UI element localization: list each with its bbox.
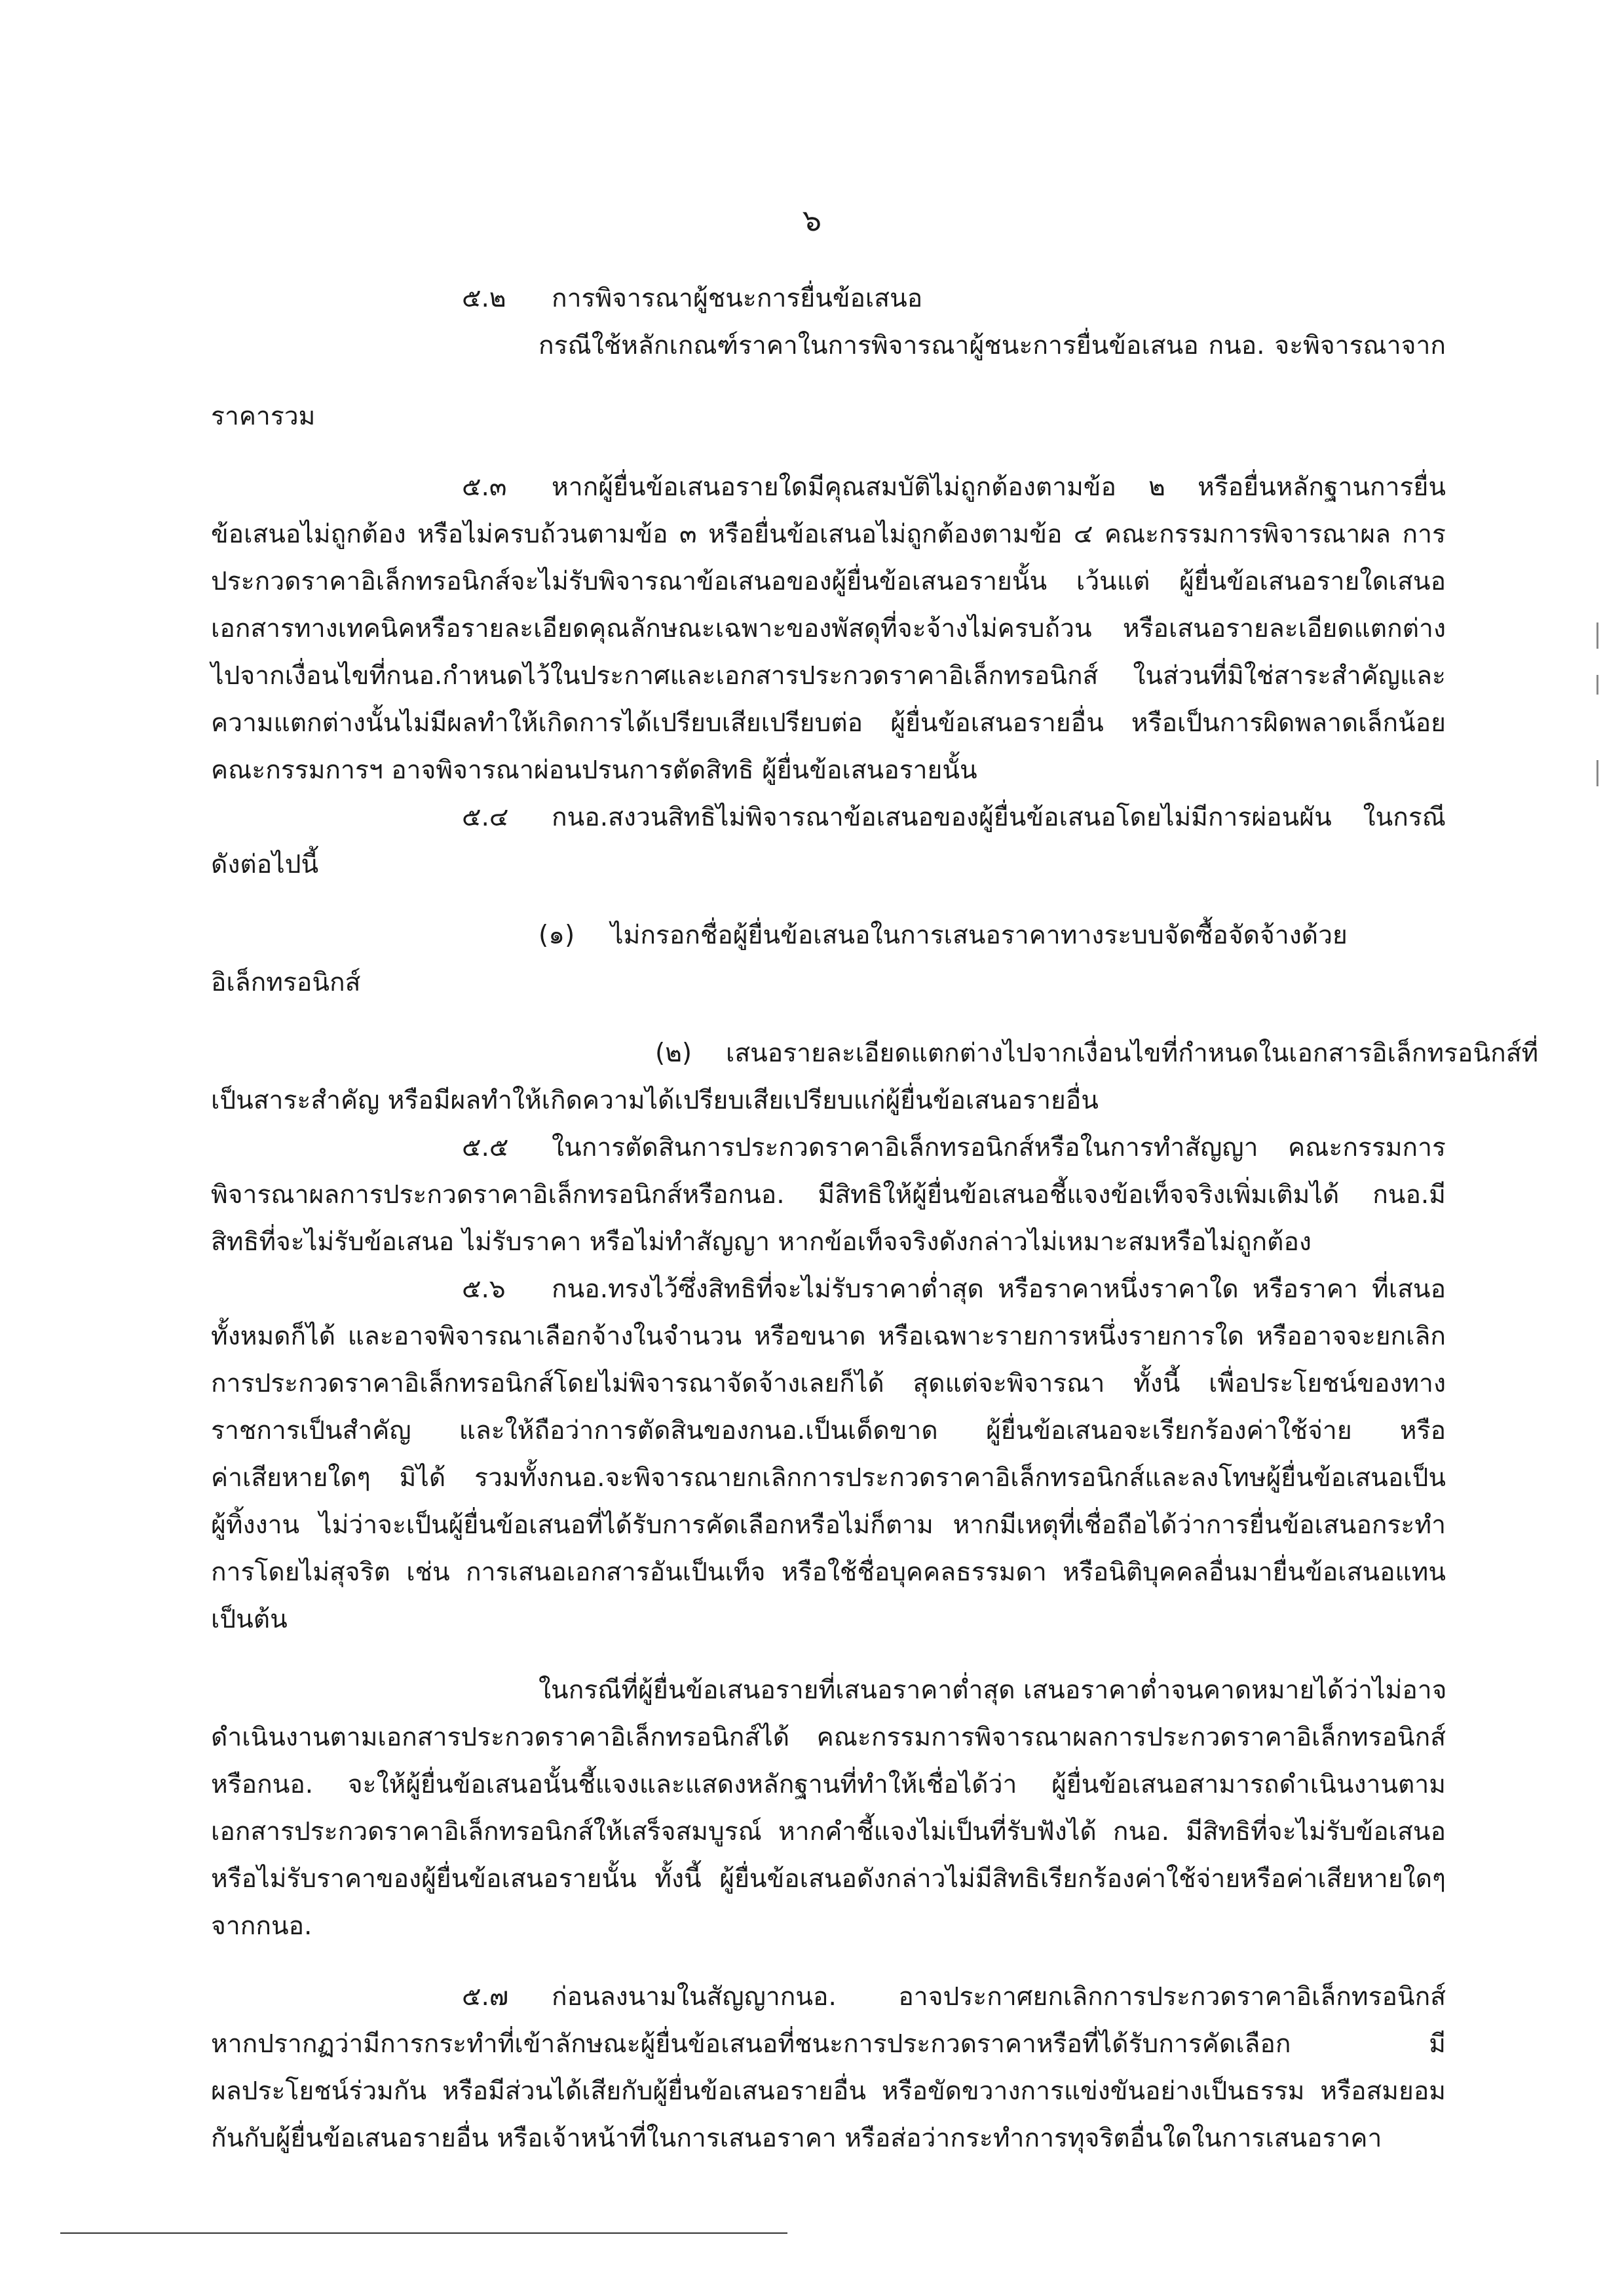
text-line: เอกสารทางเทคนิคหรือรายละเอียดคุณลักษณะเฉพาะของพัสดุที่จะจ้างไม่ครบถ้วน หรือเสนอรายละเอียดแตกต่าง xyxy=(211,614,1446,643)
section-number: ๕.๒ xyxy=(462,284,506,313)
section-title: การพิจารณาผู้ชนะการยื่นข้อเสนอ xyxy=(552,284,923,313)
text-line: กนอ.ทรงไว้ซึ่งสิทธิที่จะไม่รับราคาต่ำสุด หรือราคาหนึ่งราคาใด หรือราคา ที่เสนอ xyxy=(552,1274,1446,1304)
text-line: ในการตัดสินการประกวดราคาอิเล็กทรอนิกส์หรือในการทำสัญญา คณะกรรมการ xyxy=(552,1133,1446,1162)
text-line: จากกนอ. xyxy=(211,1911,312,1941)
section-5-5-first-line xyxy=(211,1124,1446,1172)
text-line: ประกวดราคาอิเล็กทรอนิกส์จะไม่รับพิจารณาข้อเสนอของผู้ยื่นข้อเสนอรายนั้น เว้นแต่ ผู้ยื่นข้อเสนอรายใดเสนอ xyxy=(211,567,1446,596)
section-5-7-first-line xyxy=(211,1974,1446,2021)
text-line: กรณีใช้หลักเกณฑ์ราคาในการพิจารณาผู้ชนะการยื่นข้อเสนอ กนอ. จะพิจารณาจาก xyxy=(538,331,1446,360)
text-line: ก่อนลงนามในสัญญากนอ. อาจประกาศยกเลิกการประกวดราคาอิเล็กทรอนิกส์ xyxy=(552,1982,1446,2012)
item-1-first-line xyxy=(211,912,1446,959)
scan-artifact-mark xyxy=(1596,675,1598,695)
scan-artifact-mark xyxy=(1596,622,1598,649)
text-line: ดำเนินงานตามเอกสารประกวดราคาอิเล็กทรอนิกส์ได้ คณะกรรมการพิจารณาผลการประกวดราคาอิเล็กทรอนิกส์ xyxy=(211,1723,1446,1752)
item-number: (๒) xyxy=(655,1039,692,1068)
text-line: ค่าเสียหายใดๆ มิได้ รวมทั้งกนอ.จะพิจารณายกเลิกการประกวดราคาอิเล็กทรอนิกส์และลงโทษผู้ยื่นข้อเสนอเป็น xyxy=(211,1463,1446,1493)
section-5-6-first-line xyxy=(211,1266,1446,1313)
text-line: คณะกรรมการฯ อาจพิจารณาผ่อนปรนการตัดสิทธิ ผู้ยื่นข้อเสนอรายนั้น xyxy=(211,756,977,785)
page-number: ๖ xyxy=(802,202,822,238)
text-line: พิจารณาผลการประกวดราคาอิเล็กทรอนิกส์หรือกนอ. มีสิทธิให้ผู้ยื่นข้อเสนอชี้แจงข้อเท็จจริงเพิ่มเติมได้ กนอ.มี xyxy=(211,1180,1446,1210)
section-number: ๕.๖ xyxy=(462,1274,506,1304)
text-line: หรือไม่รับราคาของผู้ยื่นข้อเสนอรายนั้น ทั้งนี้ ผู้ยื่นข้อเสนอดังกล่าวไม่มีสิทธิเรียกร้องค่าใช้จ่ายหรือค่าเสียหายใดๆ xyxy=(211,1864,1446,1894)
text-line: เป็นสาระสำคัญ หรือมีผลทำให้เกิดความได้เปรียบเสียเปรียบแก่ผู้ยื่นข้อเสนอรายอื่น xyxy=(211,1086,1099,1115)
section-5-2-heading xyxy=(211,275,1446,322)
text-line: การประกวดราคาอิเล็กทรอนิกส์โดยไม่พิจารณาจัดจ้างเลยก็ได้ สุดแต่จะพิจารณา ทั้งนี้ เพื่อประโยชน์ของทาง xyxy=(211,1369,1446,1398)
text-line: หากผู้ยื่นข้อเสนอรายใดมีคุณสมบัติไม่ถูกต้องตามข้อ ๒ หรือยื่นหลักฐานการยื่น xyxy=(552,472,1446,502)
text-line: ไม่กรอกชื่อผู้ยื่นข้อเสนอในการเสนอราคาทางระบบจัดซื้อจัดจ้างด้วย xyxy=(611,921,1348,950)
text-line: ไปจากเงื่อนไขที่กนอ.กำหนดไว้ในประกาศและเอกสารประกวดราคาอิเล็กทรอนิกส์ ในส่วนที่มิใช่สาระสำคัญและ xyxy=(211,661,1446,691)
text-line: หรือกนอ. จะให้ผู้ยื่นข้อเสนอนั้นชี้แจงและแสดงหลักฐานที่ทำให้เชื่อได้ว่า ผู้ยื่นข้อเสนอสามารถดำเนินงานตาม xyxy=(211,1770,1446,1799)
text-line: เป็นต้น xyxy=(211,1605,288,1634)
item-2-first-line xyxy=(211,1030,1539,1077)
section-5-3-first-line xyxy=(211,464,1446,511)
text-line: ราคารวม xyxy=(211,402,316,431)
document-body xyxy=(211,275,1539,2162)
item-number: (๑) xyxy=(538,921,575,950)
text-line: เสนอรายละเอียดแตกต่างไปจากเงื่อนไขที่กำหนดในเอกสารอิเล็กทรอนิกส์ที่ xyxy=(726,1039,1539,1068)
text-line: ผู้ทิ้งงาน ไม่ว่าจะเป็นผู้ยื่นข้อเสนอที่ได้รับการคัดเลือกหรือไม่ก็ตาม หากมีเหตุที่เชื่อถือได้ว่าการยื่นข้อเสนอกระทำ xyxy=(211,1510,1446,1540)
text-line: สิทธิที่จะไม่รับข้อเสนอ ไม่รับราคา หรือไม่ทำสัญญา หากข้อเท็จจริงดังกล่าวไม่เหมาะสมหรือไม่ถูกต้อง xyxy=(211,1227,1312,1257)
text-line: หากปรากฏว่ามีการกระทำที่เข้าลักษณะผู้ยื่นข้อเสนอที่ชนะการประกวดราคาหรือที่ได้รับการคัดเลือก มี xyxy=(211,2029,1446,2059)
text-line: ดังต่อไปนี้ xyxy=(211,850,319,879)
text-line: กันกับผู้ยื่นข้อเสนอรายอื่น หรือเจ้าหน้าที่ในการเสนอราคา หรือส่อว่ากระทำการทุจริตอื่นใดในการเสนอราคา xyxy=(211,2124,1382,2153)
text-line: เอกสารประกวดราคาอิเล็กทรอนิกส์ให้เสร็จสมบูรณ์ หากคำชี้แจงไม่เป็นที่รับฟังได้ กนอ. มีสิทธิที่จะไม่รับข้อเสนอ xyxy=(211,1817,1446,1846)
text-line: อิเล็กทรอนิกส์ xyxy=(211,968,361,997)
text-line: ในกรณีที่ผู้ยื่นข้อเสนอรายที่เสนอราคาต่ำสุด เสนอราคาต่ำจนคาดหมายได้ว่าไม่อาจ xyxy=(538,1675,1447,1705)
section-number: ๕.๗ xyxy=(462,1982,509,2012)
text-line: ราชการเป็นสำคัญ และให้ถือว่าการตัดสินของกนอ.เป็นเด็ดขาด ผู้ยื่นข้อเสนอจะเรียกร้องค่าใช้จ่าย หรือ xyxy=(211,1416,1446,1445)
text-line: ข้อเสนอไม่ถูกต้อง หรือไม่ครบถ้วนตามข้อ ๓ หรือยื่นข้อเสนอไม่ถูกต้องตามข้อ ๔ คณะกรรมการพิจารณาผล การ xyxy=(211,520,1446,549)
scan-artifact-mark xyxy=(1596,760,1598,786)
text-line: การโดยไม่สุจริต เช่น การเสนอเอกสารอันเป็นเท็จ หรือใช้ชื่อบุคคลธรรมดา หรือนิติบุคคลอื่นมายื่นข้อเสนอแทน xyxy=(211,1558,1446,1587)
text-line: ความแตกต่างนั้นไม่มีผลทำให้เกิดการได้เปรียบเสียเปรียบต่อ ผู้ยื่นข้อเสนอรายอื่น หรือเป็นการผิดพลาดเล็กน้อย xyxy=(211,708,1446,738)
section-number: ๕.๕ xyxy=(462,1133,509,1162)
text-line: กนอ.สงวนสิทธิไม่พิจารณาข้อเสนอของผู้ยื่นข้อเสนอโดยไม่มีการผ่อนผัน ในกรณี xyxy=(552,803,1446,832)
section-number: ๕.๓ xyxy=(462,472,507,502)
section-number: ๕.๔ xyxy=(462,803,509,832)
section-5-4-first-line xyxy=(211,794,1446,841)
text-line: ผลประโยชน์ร่วมกัน หรือมีส่วนได้เสียกับผู้ยื่นข้อเสนอรายอื่น หรือขัดขวางการแข่งขันอย่างเป็นธรรม หรือสมยอม xyxy=(211,2076,1446,2106)
footer-rule xyxy=(60,2232,787,2234)
text-line: ทั้งหมดก็ได้ และอาจพิจารณาเลือกจ้างในจำนวน หรือขนาด หรือเฉพาะรายการหนึ่งรายการใด หรืออาจจะยกเลิก xyxy=(211,1322,1446,1351)
